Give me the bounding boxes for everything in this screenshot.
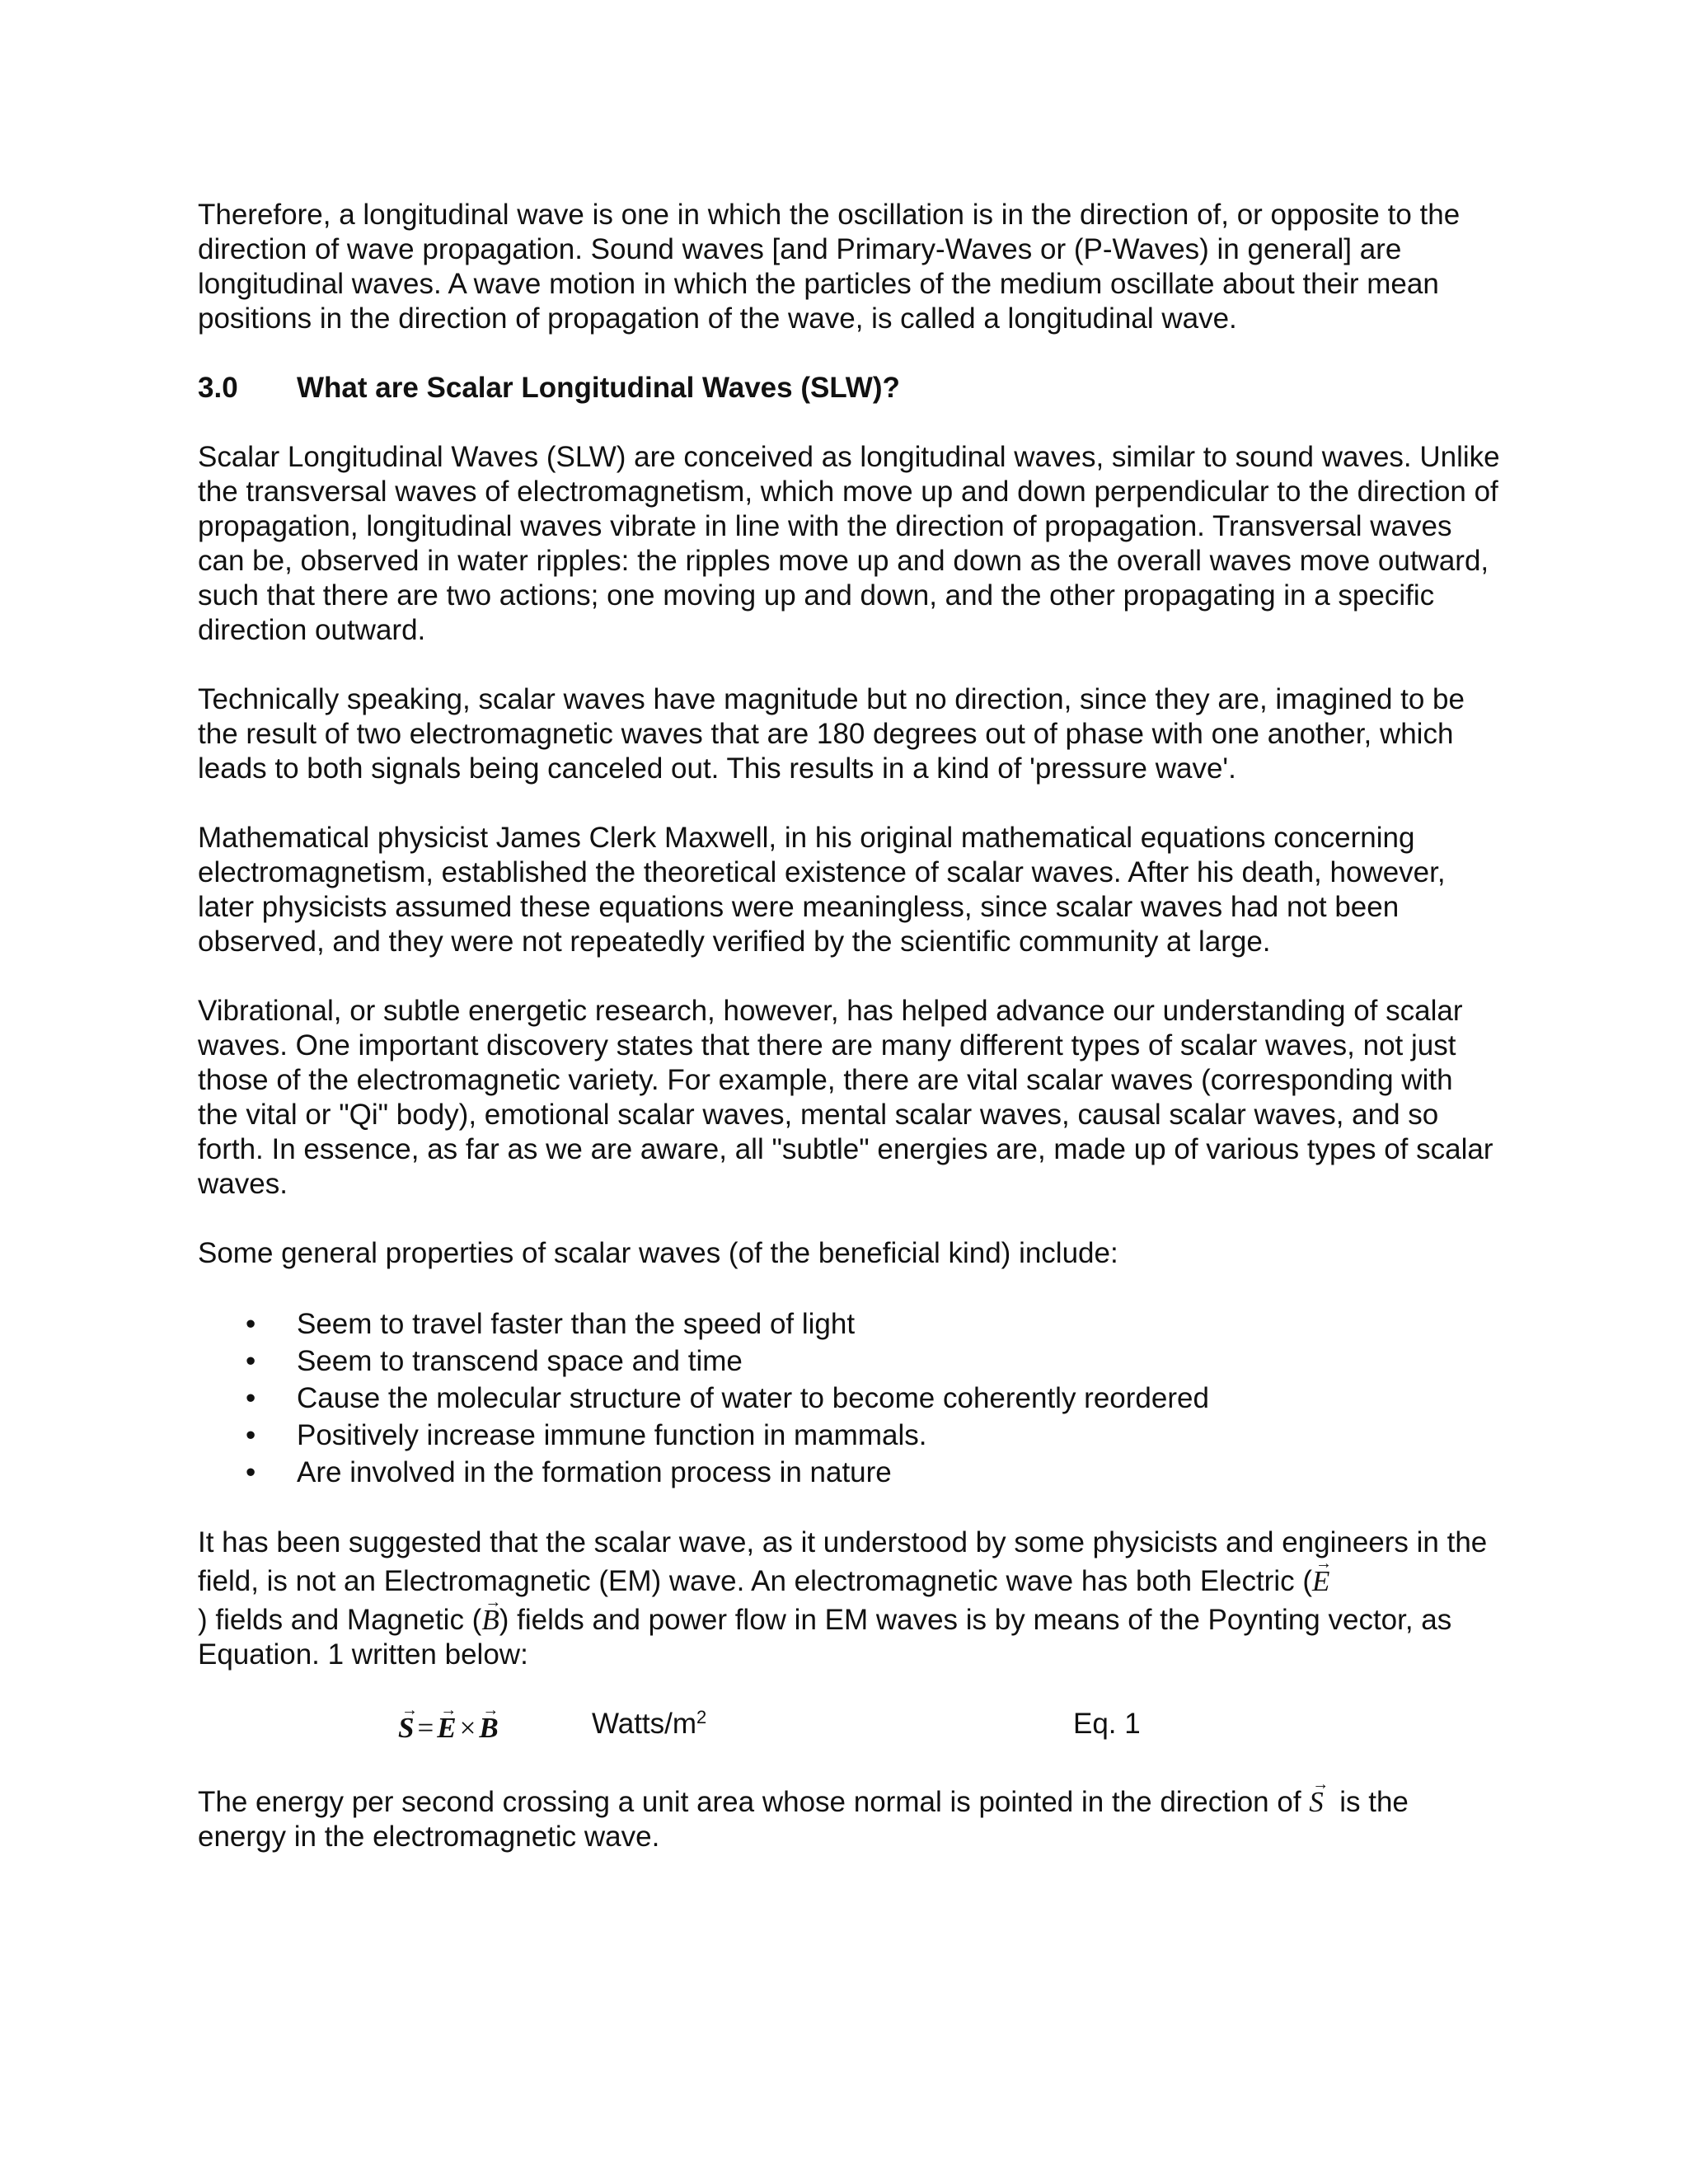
section-heading — [198, 371, 1500, 405]
list-item: • Seem to transcend space and time — [198, 1343, 1500, 1380]
poynting-symbol-inline: → S — [1309, 1781, 1324, 1816]
paragraph-em-wave — [198, 1526, 1500, 1672]
poynting-equation — [198, 1707, 1500, 1745]
magnetic-vector-symbol: → B — [479, 1707, 498, 1742]
list-item: • Seem to travel faster than the speed of light — [198, 1305, 1500, 1343]
paragraph-longitudinal-definition: Therefore, a longitudinal wave is one in which the oscillation is in the direction of, or opposite to the direction of wave propagation. Sound waves [and Primary-Waves or (P-Waves) in general] are longitudinal waves. A wave motion in which the particles of the medium oscillate about their mean positions in the direction of propagation of the wave, is called a longitudinal wave. — [198, 199, 1461, 335]
properties-list — [198, 1305, 1500, 1491]
em-text-part1: It has been suggested that the scalar wave, as it understood by some physicists and engineers in the field, is not an Electromagnetic (EM) wave. An electromagnetic wave has both Electric ( — [198, 1526, 1488, 1597]
list-item: • Cause the molecular structure of water to become coherently reordered — [198, 1380, 1500, 1417]
em-text-part2: ) fields and Magnetic ( — [198, 1604, 482, 1636]
electric-vector-symbol: → E — [437, 1707, 456, 1742]
poynting-vector-symbol: → S — [398, 1707, 414, 1742]
paragraph-technical: Technically speaking, scalar waves have magnitude but no direction, since they are, imagined to be the result of two electromagnetic waves that are 180 degrees out of phase with one another, which leads to both signals being canceled out. This results in a kind of 'pressure wave'. — [198, 683, 1465, 785]
paragraph-properties-intro: Some general properties of scalar waves (of the beneficial kind) include: — [198, 1237, 1118, 1269]
energy-text-part2: is the energy in the electromagnetic wave. — [198, 1786, 1409, 1853]
section-number: 3.0 — [198, 372, 238, 404]
em-text-part3: ) fields and power flow in EM waves is by means of the Poynting vector, as Equation. 1 written below: — [198, 1604, 1452, 1671]
paragraph-energy — [198, 1781, 1500, 1854]
units-base: Watts/m — [592, 1708, 697, 1740]
equation-units — [592, 1707, 706, 1741]
list-item: • Are involved in the formation process in nature — [198, 1454, 1500, 1491]
equals-sign: = — [417, 1712, 434, 1744]
paragraph-maxwell: Mathematical physicist James Clerk Maxwell, in his original mathematical equations concerning electromagnetism, established the theoretical existence of scalar waves. After his death, however, later physicists assumed these equations were meaningless, since scalar waves had not been observed, and they were not repeatedly verified by the scientific community at large. — [198, 822, 1446, 958]
document-page — [198, 198, 1500, 1889]
paragraph-vibrational: Vibrational, or subtle energetic research, however, has helped advance our understanding of scalar waves. One important discovery states that there are many different types of scalar waves, not just those of the electromagnetic variety. For example, there are vital scalar waves (corresponding with the vital or "Qi" body), emotional scalar waves, mental scalar waves, causal scalar waves, and so forth. In essence, as far as we are aware, all "subtle" energies are, made up of various types of scalar waves. — [198, 995, 1493, 1200]
list-item: • Positively increase immune function in mammals. — [198, 1417, 1500, 1454]
energy-text-part1: The energy per second crossing a unit area whose normal is pointed in the direction of — [198, 1786, 1301, 1818]
paragraph-slw-intro: Scalar Longitudinal Waves (SLW) are conceived as longitudinal waves, similar to sound waves. Unlike the transversal waves of electromagnetism, which move up and down perpendicular to the direction of propagation, longitudinal waves vibrate in line with the direction of propagation. Transversal waves can be, observed in water ripples: the ripples move up and down as the overall waves move outward, such that there are two actions; one moving up and down, and the other propagating in a specific direction outward. — [198, 441, 1500, 646]
cross-product-sign: × — [459, 1712, 476, 1744]
equation-formula — [398, 1707, 499, 1746]
magnetic-field-symbol: → B — [481, 1599, 499, 1634]
electric-field-symbol: → E — [1312, 1560, 1329, 1596]
section-title: What are Scalar Longitudinal Waves (SLW)? — [297, 372, 900, 404]
units-exponent: 2 — [696, 1707, 707, 1727]
equation-label: Eq. 1 — [1073, 1708, 1141, 1740]
